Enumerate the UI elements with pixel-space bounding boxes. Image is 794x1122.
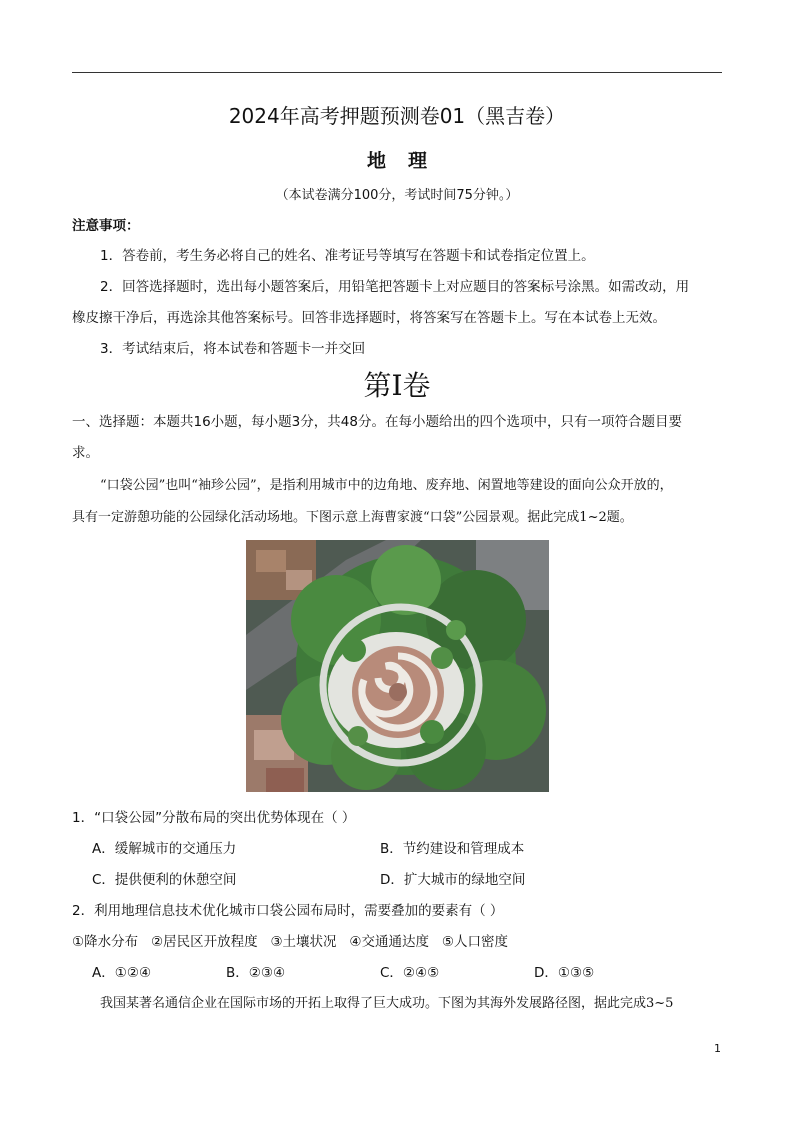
question-1-option-c: C．提供便利的休憩空间 (92, 872, 237, 888)
instruction-item-1: 1．答卷前，考生务必将自己的姓名、准考证号等填写在答题卡和试卷指定位置上。 (100, 248, 595, 264)
passage-1-line-2: 具有一定游憩功能的公园绿化活动场地。下图示意上海曹家渡“口袋”公园景观。据此完成1~2题。 (72, 510, 633, 525)
instruction-item-2-line-2: 橡皮擦干净后，再选涂其他答案标号。回答非选择题时，将答案写在答题卡上。写在本试卷上无效。 (72, 310, 666, 326)
page-number: 1 (714, 1042, 721, 1055)
question-2-option-b: B．②③④ (226, 965, 286, 981)
question-1-option-d: D．扩大城市的绿地空间 (380, 872, 526, 888)
question-1-option-b: B．节约建设和管理成本 (380, 841, 525, 857)
pocket-park-aerial-image (246, 540, 549, 792)
question-2-option-c: C．②④⑤ (380, 965, 440, 981)
header-rule (72, 72, 722, 73)
section-title: 第I卷 (363, 369, 431, 402)
question-1-stem: 1．“口袋公园”分散布局的突出优势体现在（ ） (72, 810, 356, 826)
instructions-heading: 注意事项： (72, 218, 140, 234)
pocket-park-aerial-photo (246, 540, 549, 792)
question-1-option-a: A．缓解城市的交通压力 (92, 841, 237, 857)
passage-1-line-1: “口袋公园”也叫“袖珍公园”，是指利用城市中的边角地、废弃地、闲置地等建设的面向公众开放的， (100, 478, 673, 493)
question-2-option-d: D．①③⑤ (534, 965, 595, 981)
subject-title: 地理 (366, 150, 449, 172)
exam-note: （本试卷满分100分，考试时间75分钟。） (275, 188, 519, 203)
instruction-item-3: 3．考试结束后，将本试卷和答题卡一并交回 (100, 341, 366, 357)
question-2-option-a: A．①②④ (92, 965, 152, 981)
section-intro-line-1: 一、选择题：本题共16小题，每小题3分，共48分。在每小题给出的四个选项中，只有一项符合题目要 (72, 414, 682, 430)
instruction-item-2-line-1: 2．回答选择题时，选出每小题答案后，用铅笔把答题卡上对应题目的答案标号涂黑。如需改动，用 (100, 279, 690, 295)
question-2-stem: 2．利用地理信息技术优化城市口袋公园布局时，需要叠加的要素有（ ） (72, 903, 504, 919)
section-intro-line-2: 求。 (72, 445, 99, 461)
exam-title: 2024年高考押题预测卷01（黑吉卷） (228, 104, 566, 128)
passage-2-line-1: 我国某著名通信企业在国际市场的开拓上取得了巨大成功。下图为其海外发展路径图，据此完成3~5 (100, 996, 674, 1011)
question-2-elements: ①降水分布 ②居民区开放程度 ③土壤状况 ④交通通达度 ⑤人口密度 (72, 934, 509, 950)
